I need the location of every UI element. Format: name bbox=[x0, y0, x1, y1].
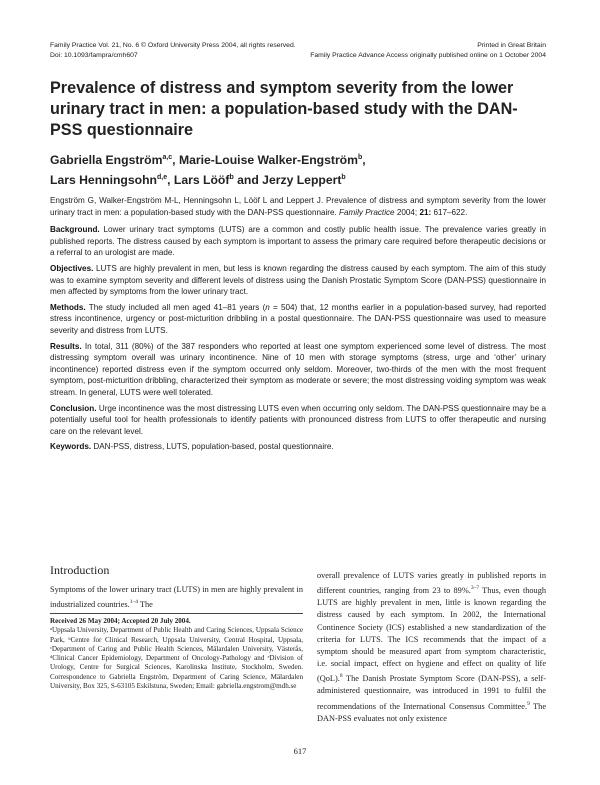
reference-marker: 1–4 bbox=[129, 599, 138, 606]
author-affiliation: b bbox=[229, 174, 234, 182]
author-affiliation: a,c bbox=[162, 154, 173, 161]
article-notes bbox=[50, 617, 303, 691]
section-label: Results. bbox=[50, 341, 82, 351]
page-number: 617 bbox=[293, 746, 307, 756]
journal-line: Family Practice Vol. 21, No. 6 © Oxford University Press 2004, all rights reserved. bbox=[50, 42, 296, 49]
section-label: Keywords. bbox=[50, 442, 92, 452]
article-title: Prevalence of distress and symptom severity from the lower urinary tract in men: a population-based study with the DAN-PSS questionnaire bbox=[50, 79, 518, 139]
affiliations-correspondence: ᵃUppsala University, Department of Public Health and Caring Sciences, Uppsala Science Park, ᵇCentre for Clinical Research, Uppsala University, Central Hospital, Uppsala, ᶜDepartment of Caring and Public Health Sciences, Mälardalen University, Västerås, ᵈClinical Cancer Epidemiology, Department of Oncology-Pathology and ᵉDivision of Urology, Centre for Surgical Sciences, Karolinska Institute, Stockholm, Sweden. Correspondence to Gabriella Engström, Department of Caring Science, Mälardalen University, Box 325, S-63105 Eskilstuna, Sweden; Email: gabriella.engstrom@mdh.se bbox=[50, 626, 303, 691]
intro-left-column bbox=[50, 584, 303, 611]
abstract bbox=[50, 195, 546, 457]
abstract-background: Background. Lower urinary tract symptoms (LUTS) are a common and costly public health issue. The prevalence varies greatly in published reports. The distress caused by each symptom is important to assess the primary care required before therapeutic decisions or a referral to an urologist are made. bbox=[50, 225, 546, 258]
author-name: Marie-Louise Walker-Engström bbox=[178, 153, 358, 168]
advance-access-line: Family Practice Advance Access originally published online on 1 October 2004 bbox=[310, 52, 546, 59]
author-name: Lars Lööf bbox=[173, 173, 230, 188]
reference-marker: 3–7 bbox=[470, 585, 480, 592]
reference-marker: 9 bbox=[527, 700, 530, 707]
author-name: Gabriella Engström bbox=[50, 153, 163, 168]
body-paragraph: Symptoms of the lower urinary tract (LUTS) in men are highly prevalent in industrialized countries.$^{1-4}$ The bbox=[50, 585, 303, 609]
intro-right-column bbox=[317, 570, 546, 725]
section-label: Background. bbox=[50, 225, 100, 235]
running-header-line-1 bbox=[50, 41, 546, 50]
abstract-keywords: Keywords. DAN-PSS, distress, LUTS, population-based, postal questionnaire. bbox=[50, 442, 334, 452]
abstract-objectives: Objectives. LUTS are highly prevalent in men, but less is known regarding the distress caused by each symptom. The aim of this study was to examine symptom severity and different levels of distress using the Danish Prostatic Symptom Score (DAN-PSS) questionnaire in men affected by symptoms from the lower urinary tract. bbox=[50, 263, 546, 297]
section-heading-introduction: Introduction bbox=[50, 563, 110, 577]
author-name: Lars Henningsohn bbox=[50, 173, 157, 188]
section-label: Objectives. bbox=[50, 263, 94, 273]
doi-line: Doi: 10.1093/fampra/cmh607 bbox=[50, 52, 138, 59]
footnote-divider bbox=[50, 613, 303, 614]
section-label: Conclusion. bbox=[50, 403, 97, 413]
author-name: Jerzy Leppert bbox=[262, 173, 342, 188]
printed-line: Printed in Great Britain bbox=[477, 42, 546, 49]
author-affiliation: b bbox=[357, 154, 363, 161]
abstract-citation: Engström G, Walker-Engström M-L, Henningsohn L, Lööf L and Leppert J. Prevalence of distress and symptom severity from the lower urinary tract in men: a population-based study with the DAN-PSS questionnaire. Family Practice 2004; 21: 617–622. bbox=[50, 196, 546, 217]
abstract-methods: Methods. The study included all men aged 41–81 years (n = 504) that, 12 months earlier in a population-based survey, had reported stress incontinence, urgency or post-micturition dribbling in a postal questionnaire. The DAN-PSS questionnaire was used to measure severity and distress from LUTS. bbox=[50, 302, 546, 335]
reference-marker: 8 bbox=[339, 673, 343, 680]
received-accepted-dates: Received 26 May 2004; Accepted 20 July 2004. bbox=[50, 617, 191, 625]
section-label: Methods. bbox=[50, 302, 86, 312]
abstract-conclusion: Conclusion. Urge incontinence was the most distressing LUTS even when occurring only seldom. The DAN-PSS questionnaire may be a potentially useful tool for health professionals to identify patients with pronounced distress from LUTS to offer therapeutic and nursing care on the relevant level. bbox=[50, 403, 546, 436]
body-paragraph: overall prevalence of LUTS varies greatly in published reports in different countries, ranging from 23 to 89%.$^{3-7}$ Thus, even though LUTS are highly prevalent in men, little is known regarding the distress caused by each symptom. In 2002, the International Continence Society (ICS) established a new standardization of the criteria for LUTS. The ICS recommends that the impact of a symptom should be measured apart from symptom characteristic, i.e. social impact, effect on hygiene and effect on quality of life (QoL).$^8$ The Danish Prostate Symptom Score (DAN-PSS), a self-administered questionnaire, was introduced in 1991 to fulfil the recommendations of the International Consensus Committee.$^9$ The DAN-PSS evaluates not only existence bbox=[317, 571, 547, 723]
author-affiliation: d,e bbox=[157, 174, 168, 182]
author-list: Gabriella Engström$^{a,c}$, Marie-Louise Walker-Engström$^b$, Lars Henningsohn$^{d,e}$, Lars Lööf$^b$ and Jerzy Leppert$^b$ bbox=[50, 153, 366, 188]
abstract-results: Results. In total, 311 (80%) of the 387 responders who reported at least one symptom experienced some level of distress. The most distressing symptom overall was urinary incontinence. Nine of 10 men with storage symptoms (stress, urge and ‘other’ urinary incontinence) reported distress even if the symptom occurred only seldom. Moreover, two-thirds of the men with the most frequent symptom, post-micturition dribbling, characterized their symptom as moderate or severe; the most distressing voiding symptom was weak stream. In general, LUTS were well tolerated. bbox=[50, 341, 546, 397]
running-header-line-2 bbox=[50, 51, 546, 60]
author-affiliation: b bbox=[341, 174, 346, 182]
